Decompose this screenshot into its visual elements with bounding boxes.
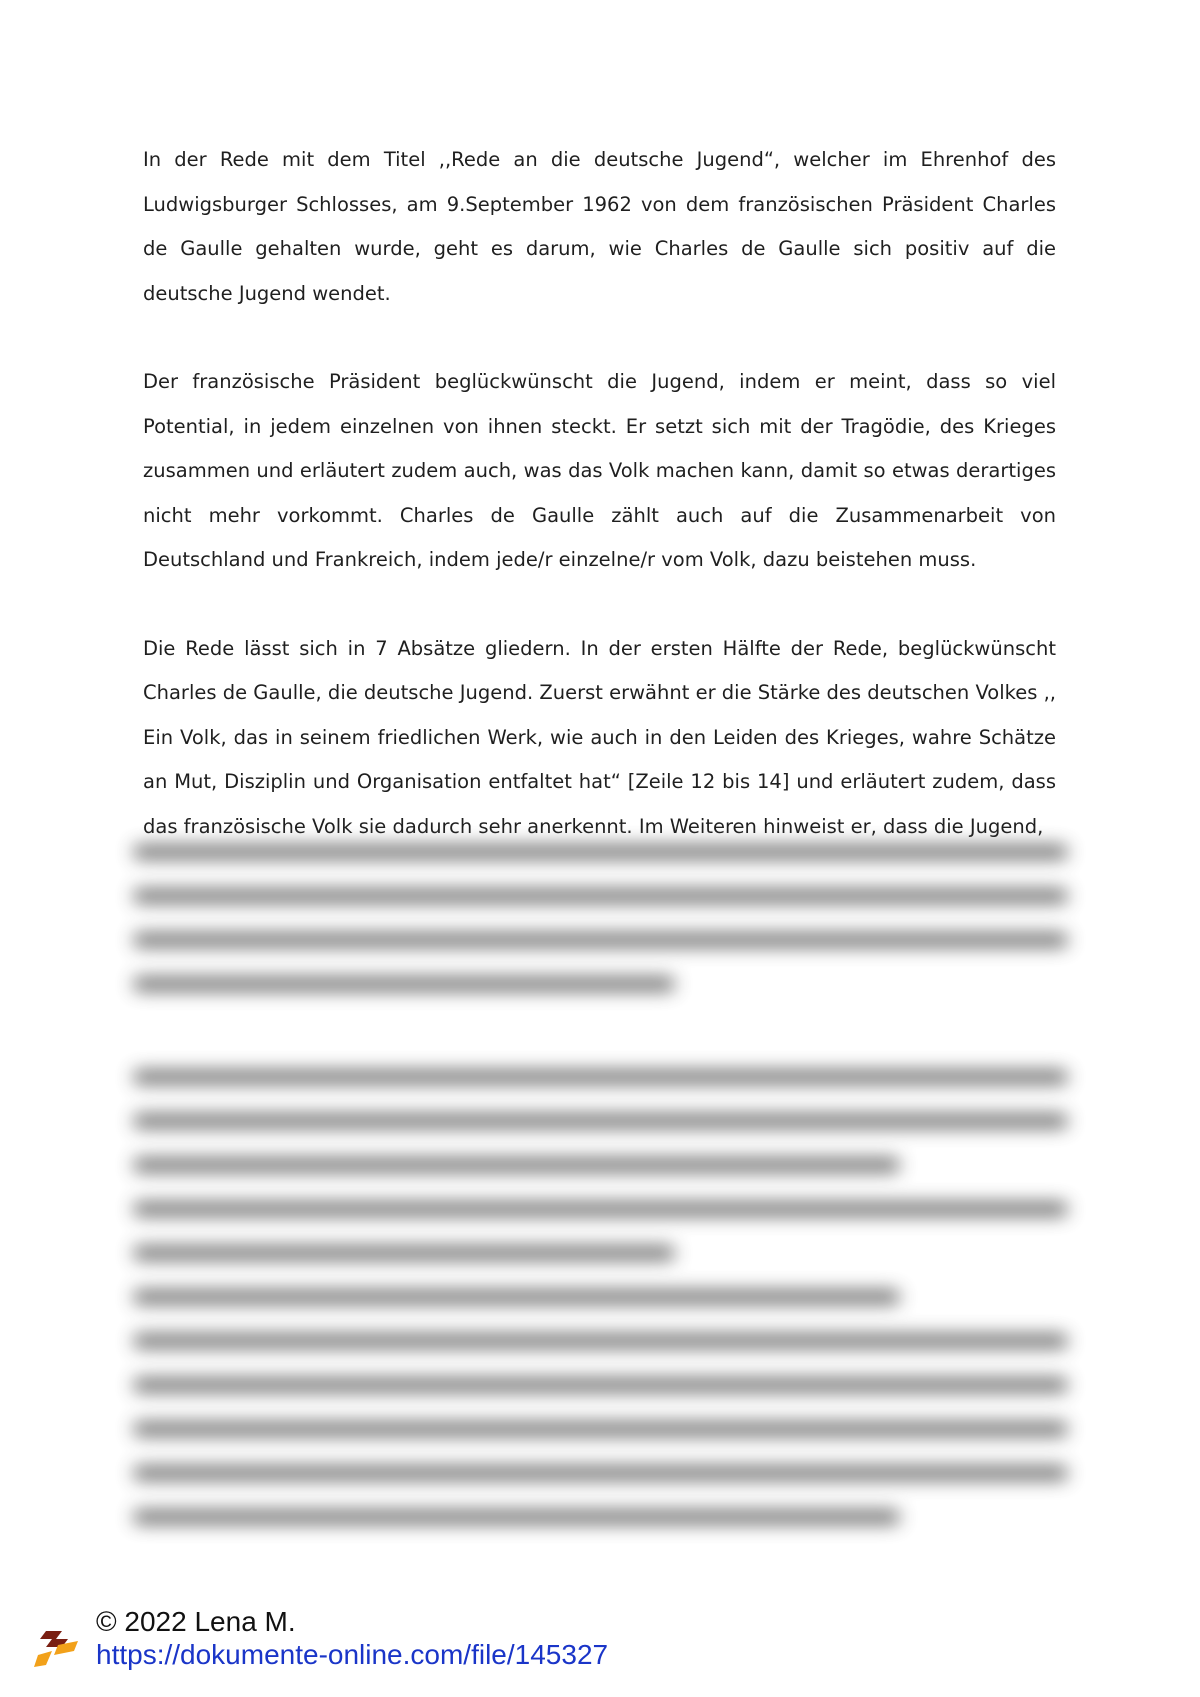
- blurred-line: [133, 933, 1068, 947]
- blurred-line: [133, 1466, 1068, 1480]
- paragraph-intro: In der Rede mit dem Titel ,,Rede an die deutsche Jugend“, welcher im Ehrenhof des Ludwigsburger Schlosses, am 9.September 1962 von dem französischen Präsident Charles de Gaulle gehalten wurde, geht es darum, wie Charles de Gaulle sich positiv auf die deutsche Jugend wendet.: [143, 148, 1056, 305]
- blurred-line: [133, 1246, 675, 1260]
- blurred-line: [133, 889, 1068, 903]
- blurred-text-block: [133, 845, 1068, 1021]
- blurred-line: [133, 1202, 1068, 1216]
- page-footer: [34, 1605, 834, 1675]
- blurred-line: [133, 977, 675, 991]
- source-link[interactable]: https://dokumente-online.com/file/145327: [96, 1639, 609, 1670]
- document-body: [143, 138, 1056, 893]
- dokumente-online-logo-icon: [34, 1623, 84, 1669]
- blurred-line: [133, 1290, 900, 1304]
- paragraph-structure: Die Rede lässt sich in 7 Absätze gliedern. In der ersten Hälfte der Rede, beglückwünscht Charles de Gaulle, die deutsche Jugend. Zuerst erwähnt er die Stärke des deutschen Volkes ,, Ein Volk, das in seinem friedlichen Werk, wie auch in den Leiden des Krieges, wahre Schätze an Mut, Disziplin und Organisation entfaltet hat“ [Zeile 12 bis 14] und erläutert zudem, dass das französische Volk sie dadurch sehr anerkennt. Im Weiteren hinweist er, dass die Jugend,: [143, 636, 1056, 838]
- blurred-line: [133, 1334, 1068, 1348]
- blurred-line: [133, 1114, 1068, 1128]
- blurred-text-block: [133, 1070, 1068, 1554]
- blurred-line: [133, 1510, 900, 1524]
- blurred-line: [133, 1422, 1068, 1436]
- blurred-line: [133, 1070, 1068, 1084]
- blurred-line: [133, 845, 1068, 859]
- copyright-text: © 2022 Lena M.: [96, 1606, 296, 1637]
- blurred-line: [133, 1158, 900, 1172]
- footer-text: [96, 1605, 608, 1671]
- paragraph-summary: Der französische Präsident beglückwünscht die Jugend, indem er meint, dass so viel Potential, in jedem einzelnen von ihnen steckt. Er setzt sich mit der Tragödie, des Krieges zusammen und erläutert zudem auch, was das Volk machen kann, damit so etwas derartiges nicht mehr vorkommt. Charles de Gaulle zählt auch auf die Zusammenarbeit von Deutschland und Frankreich, indem jede/r einzelne/r vom Volk, dazu beistehen muss.: [143, 370, 1056, 571]
- blurred-line: [133, 1378, 1068, 1392]
